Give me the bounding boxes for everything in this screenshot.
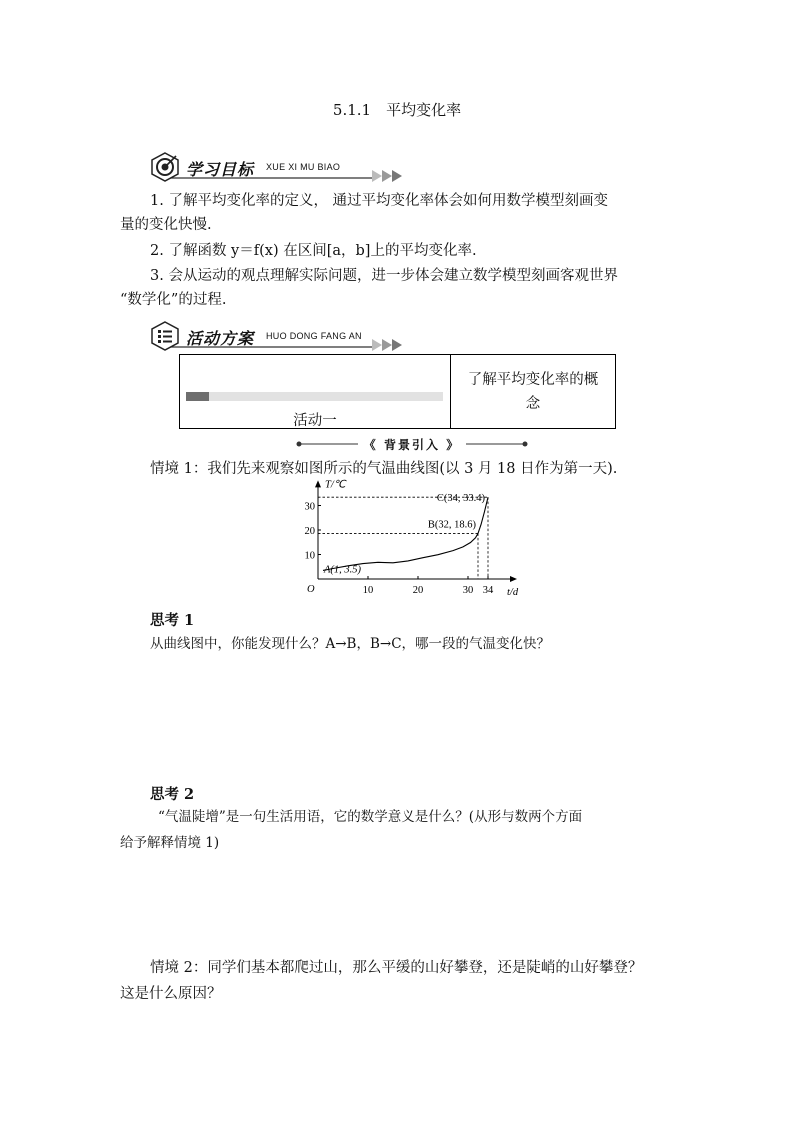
x-axis-label: t/d (507, 587, 519, 598)
y-axis-arrow (315, 480, 321, 487)
x-tick-label: 20 (412, 585, 424, 596)
scenario-2: 情境 2：同学们基本都爬过山，那么平缓的山好攀登，还是陡峭的山好攀登？ (150, 960, 643, 976)
activity-description (451, 355, 615, 428)
x-tick-label: 10 (362, 585, 374, 596)
objective-line: 2. 了解函数 y＝f(x) 在区间[a，b]上的平均变化率. (150, 243, 477, 259)
banner-title: 活动方案 (186, 329, 255, 348)
think-2-question: 给予解释情境 1) (120, 835, 220, 851)
divider-left-mark: 《 (363, 438, 378, 452)
list-icon (150, 321, 180, 351)
activity-progress-fill (186, 392, 209, 401)
y-tick-label: 10 (304, 550, 315, 562)
point-label-a: A(1, 3.5) (324, 564, 362, 576)
banner-pinyin: HUO DONG FANG AN (266, 331, 362, 341)
x-tick-label: 30 (462, 585, 474, 596)
think-2-question: “气温陡增”是一句生活用语，它的数学意义是什么？(从形与数两个方面 (158, 809, 583, 825)
objective-line: “数学化”的过程. (120, 292, 227, 308)
objective-line: 3. 会从运动的观点理解实际问题，进一步体会建立数学模型刻画客观世界 (150, 268, 618, 284)
activity-table (179, 354, 616, 429)
activity-plan-banner (150, 321, 410, 351)
objective-line: 1. 了解平均变化率的定义， 通过平均变化率体会如何用数学模型刻画变 (150, 193, 609, 209)
think-1-title: 思考 1 (150, 612, 195, 629)
x-tick-label: 34 (482, 585, 494, 596)
x-axis-arrow (510, 576, 517, 582)
page-title: 5.1.1 平均变化率 (332, 101, 462, 119)
banner-title: 学习目标 (186, 160, 255, 179)
y-tick-label: 30 (304, 501, 315, 513)
y-axis-label: T/℃ (325, 479, 346, 491)
banner-pinyin: XUE XI MU BIAO (266, 162, 341, 172)
target-icon (150, 152, 180, 182)
point-label-c: C(34, 33.4) (436, 493, 485, 505)
origin-label: O (307, 584, 315, 595)
activity-desc-line: 了解平均变化率的概 (467, 372, 599, 388)
learning-objectives-banner (150, 152, 410, 182)
think-1-question: 从曲线图中，你能发现什么？A→B，B→C，哪一段的气温变化快？ (150, 636, 551, 652)
scenario-2: 这是什么原因？ (120, 986, 222, 1002)
divider-right-mark: 》 (446, 438, 461, 452)
point-label-b: B(32, 18.6) (427, 519, 476, 531)
activity-desc-line: 念 (525, 396, 541, 412)
activity-progress-bar (186, 392, 443, 401)
activity-cell (180, 355, 451, 428)
section-divider (296, 435, 528, 453)
scenario-1: 情境 1：我们先来观察如图所示的气温曲线图(以 3 月 18 日作为第一天). (150, 461, 618, 477)
objective-line: 量的变化快慢. (120, 217, 212, 233)
divider-title: 背景引入 (383, 438, 440, 452)
temperature-chart (303, 478, 533, 600)
activity-name: 活动一 (293, 413, 337, 429)
y-tick-label: 20 (304, 526, 315, 537)
think-2-title: 思考 2 (150, 786, 195, 803)
